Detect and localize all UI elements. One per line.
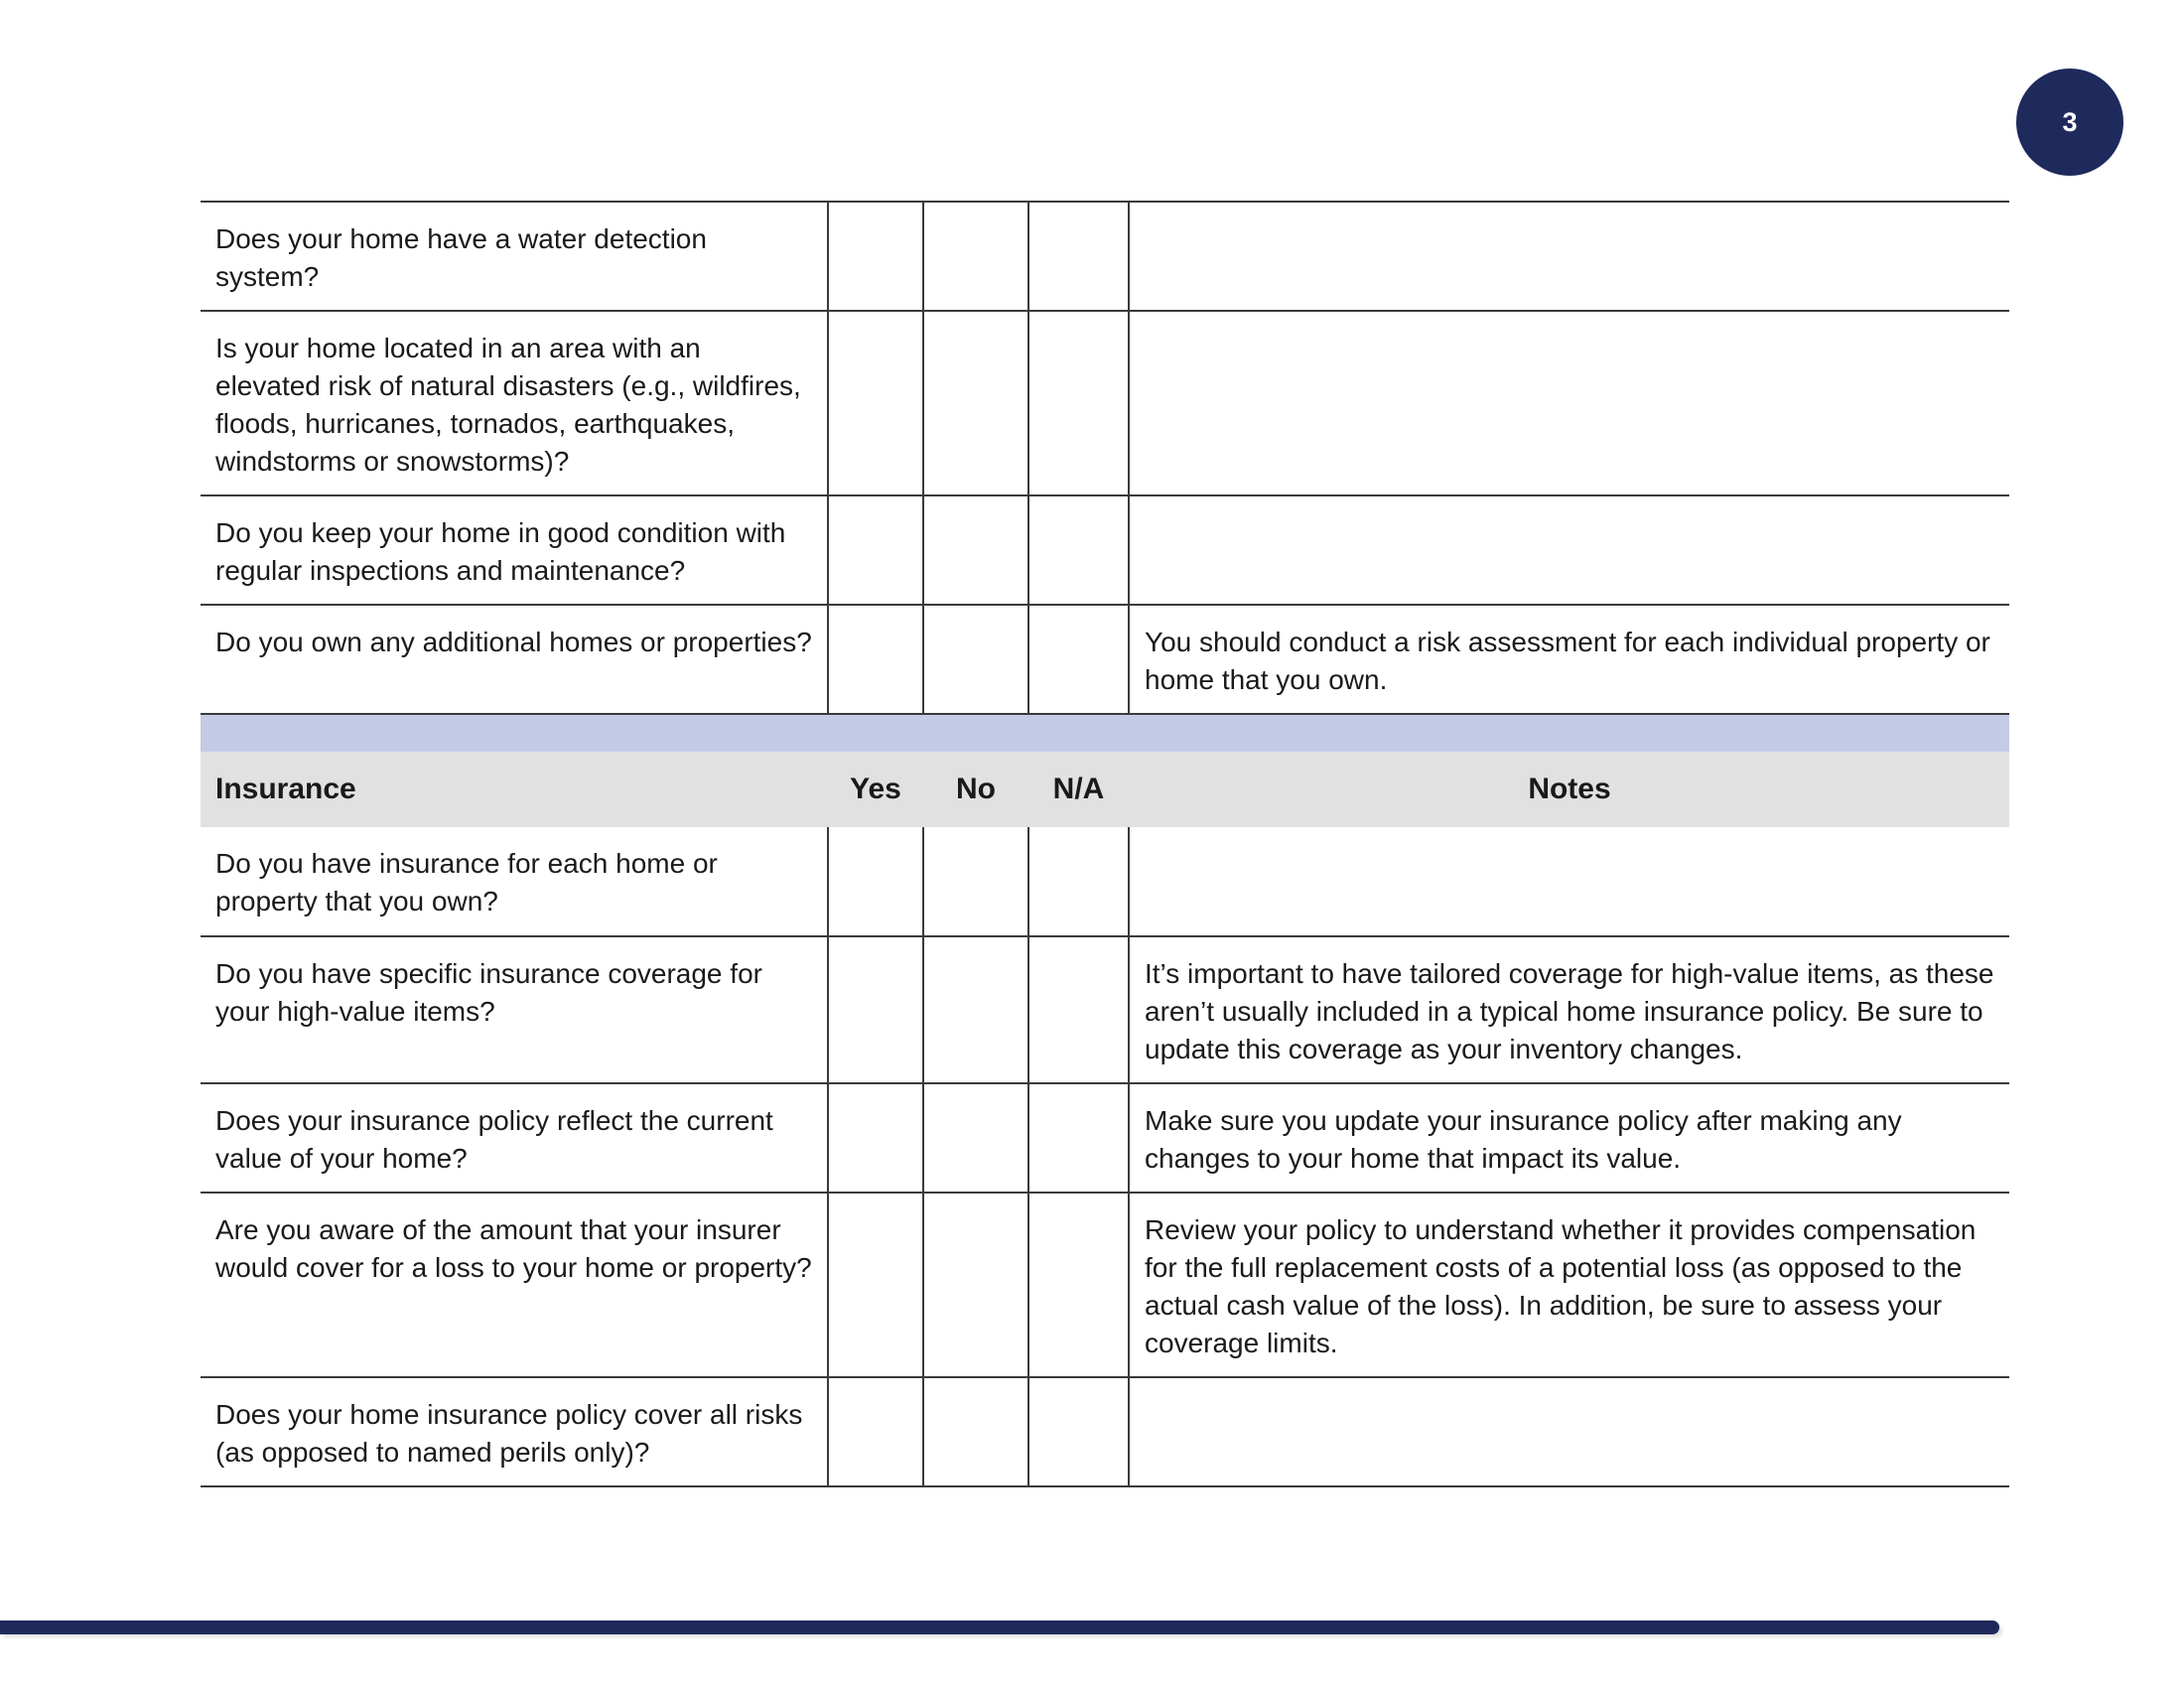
question-cell: Do you own any additional homes or properties? (201, 605, 828, 714)
table-row (201, 1083, 2009, 1193)
yes-cell[interactable] (828, 311, 923, 495)
question-cell: Is your home located in an area with an elevated risk of natural disasters (e.g., wildfires, floods, hurricanes, tornados, earthquakes, windstorms or snowstorms)? (201, 311, 828, 495)
notes-column-header: Notes (1129, 752, 2009, 827)
question-cell: Does your home insurance policy cover all risks (as opposed to named perils only)? (201, 1377, 828, 1486)
notes-cell[interactable] (1129, 827, 2009, 936)
na-cell[interactable] (1028, 936, 1129, 1083)
na-cell[interactable] (1028, 1377, 1129, 1486)
question-cell: Do you have insurance for each home or property that you own? (201, 827, 828, 936)
notes-cell[interactable]: Review your policy to understand whether it provides compensation for the full replacement costs of a potential loss (as opposed to the actual cash value of the loss). In addition, be sure to assess your coverage limits. (1129, 1193, 2009, 1377)
question-cell: Are you aware of the amount that your insurer would cover for a loss to your home or property? (201, 1193, 828, 1377)
yes-cell[interactable] (828, 1193, 923, 1377)
checklist-table (201, 201, 2009, 1487)
yes-cell[interactable] (828, 936, 923, 1083)
na-cell[interactable] (1028, 311, 1129, 495)
table-row (201, 1377, 2009, 1486)
footer-rule (0, 1620, 1999, 1634)
notes-cell[interactable] (1129, 311, 2009, 495)
yes-cell[interactable] (828, 202, 923, 311)
question-cell: Does your insurance policy reflect the current value of your home? (201, 1083, 828, 1193)
section-heading: Insurance (201, 752, 828, 827)
table-row (201, 311, 2009, 495)
na-cell[interactable] (1028, 1193, 1129, 1377)
na-column-header: N/A (1028, 752, 1129, 827)
yes-cell[interactable] (828, 827, 923, 936)
no-column-header: No (923, 752, 1028, 827)
table-row (201, 827, 2009, 936)
yes-cell[interactable] (828, 1377, 923, 1486)
yes-cell[interactable] (828, 605, 923, 714)
table-row (201, 605, 2009, 714)
no-cell[interactable] (923, 1377, 1028, 1486)
notes-cell[interactable]: You should conduct a risk assessment for each individual property or home that you own. (1129, 605, 2009, 714)
question-cell: Do you have specific insurance coverage for your high-value items? (201, 936, 828, 1083)
table-row (201, 202, 2009, 311)
no-cell[interactable] (923, 202, 1028, 311)
question-cell: Does your home have a water detection system? (201, 202, 828, 311)
insurance-header-row (201, 752, 2009, 827)
question-cell: Do you keep your home in good condition with regular inspections and maintenance? (201, 495, 828, 605)
yes-cell[interactable] (828, 1083, 923, 1193)
notes-cell[interactable] (1129, 1377, 2009, 1486)
no-cell[interactable] (923, 605, 1028, 714)
page-number-badge: 3 (2016, 69, 2123, 176)
yes-column-header: Yes (828, 752, 923, 827)
notes-cell[interactable]: It’s important to have tailored coverage for high-value items, as these aren’t usually included in a typical home insurance policy. Be sure to update this coverage as your inventory changes. (1129, 936, 2009, 1083)
na-cell[interactable] (1028, 202, 1129, 311)
na-cell[interactable] (1028, 827, 1129, 936)
no-cell[interactable] (923, 311, 1028, 495)
notes-cell[interactable]: Make sure you update your insurance policy after making any changes to your home that impact its value. (1129, 1083, 2009, 1193)
na-cell[interactable] (1028, 495, 1129, 605)
table-row (201, 936, 2009, 1083)
no-cell[interactable] (923, 827, 1028, 936)
no-cell[interactable] (923, 1083, 1028, 1193)
na-cell[interactable] (1028, 1083, 1129, 1193)
section-divider-band (201, 714, 2009, 752)
no-cell[interactable] (923, 936, 1028, 1083)
yes-cell[interactable] (828, 495, 923, 605)
notes-cell[interactable] (1129, 495, 2009, 605)
table-row (201, 495, 2009, 605)
notes-cell[interactable] (1129, 202, 2009, 311)
table-row (201, 1193, 2009, 1377)
no-cell[interactable] (923, 1193, 1028, 1377)
na-cell[interactable] (1028, 605, 1129, 714)
no-cell[interactable] (923, 495, 1028, 605)
